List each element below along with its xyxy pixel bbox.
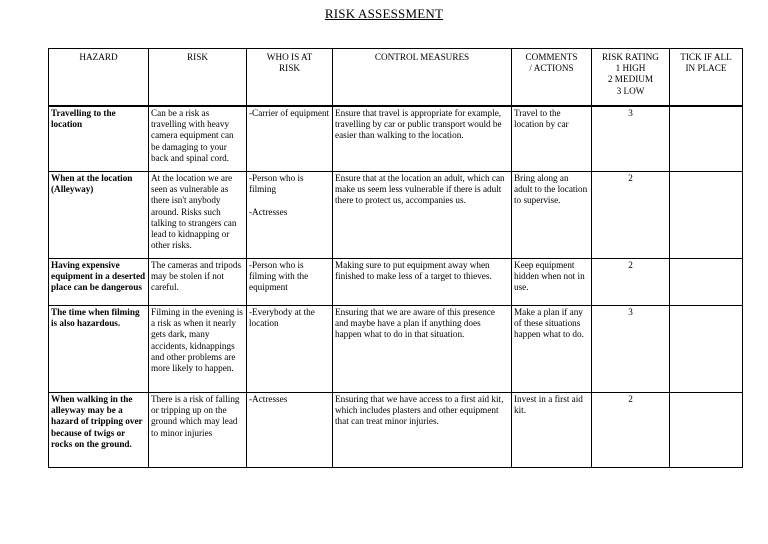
tick-cell bbox=[670, 259, 743, 306]
rating-cell: 3 bbox=[592, 306, 670, 393]
table-row bbox=[49, 172, 743, 259]
control-cell: Ensuring that we are aware of this presence and maybe have a plan if anything does happen what to do in that situation. bbox=[333, 306, 512, 393]
table-row bbox=[49, 393, 743, 468]
risk-cell: At the location we are seen as vulnerable as there isn't anybody around. Risks such talking to strangers can lead to kidnapping or other risks. bbox=[149, 172, 247, 259]
control-cell: Ensuring that we have access to a first aid kit, which includes plasters and other equipment that can treat minor injuries. bbox=[333, 393, 512, 468]
who-cell: -Person who is filming with the equipment bbox=[247, 259, 333, 306]
risk-cell: The cameras and tripods may be stolen if not careful. bbox=[149, 259, 247, 306]
who-cell: -Everybody at the location bbox=[247, 306, 333, 393]
hazard-cell: Travelling to the location bbox=[49, 106, 149, 172]
header-who-is-at-risk: WHO IS AT RISK bbox=[247, 49, 333, 107]
header-control-measures: CONTROL MEASURES bbox=[333, 49, 512, 107]
rating-cell: 2 bbox=[592, 172, 670, 259]
comments-cell: Travel to the location by car bbox=[512, 106, 592, 172]
control-cell: Ensure that travel is appropriate for example, travelling by car or public transport would be easier than walking to the location. bbox=[333, 106, 512, 172]
control-cell: Making sure to put equipment away when finished to make less of a target to thieves. bbox=[333, 259, 512, 306]
rating-cell: 2 bbox=[592, 393, 670, 468]
page-title: RISK ASSESSMENT bbox=[324, 6, 444, 21]
comments-cell: Invest in a first aid kit. bbox=[512, 393, 592, 468]
risk-cell: Filming in the evening is a risk as when it nearly gets dark, many accidents, kidnappings and other problems are more likely to happen. bbox=[149, 306, 247, 393]
tick-cell bbox=[670, 172, 743, 259]
header-comments-actions: COMMENTS / ACTIONS bbox=[512, 49, 592, 107]
risk-cell: Can be a risk as travelling with heavy camera equipment can be damaging to your back and spinal cord. bbox=[149, 106, 247, 172]
hazard-cell: The time when filming is also hazardous. bbox=[49, 306, 149, 393]
who-cell: -Person who is filming -Actresses bbox=[247, 172, 333, 259]
hazard-cell: When at the location (Alleyway) bbox=[49, 172, 149, 259]
table-row bbox=[49, 259, 743, 306]
comments-cell: Keep equipment hidden when not in use. bbox=[512, 259, 592, 306]
who-cell: -Actresses bbox=[247, 393, 333, 468]
rating-cell: 3 bbox=[592, 106, 670, 172]
comments-cell: Bring along an adult to the location to supervise. bbox=[512, 172, 592, 259]
who-cell: -Carrier of equipment bbox=[247, 106, 333, 172]
table-row bbox=[49, 106, 743, 172]
risk-cell: There is a risk of falling or tripping up on the ground which may lead to minor injuries bbox=[149, 393, 247, 468]
tick-cell bbox=[670, 106, 743, 172]
header-hazard: HAZARD bbox=[49, 49, 149, 107]
header-tick-if-all-in-place: TICK IF ALL IN PLACE bbox=[670, 49, 743, 107]
tick-cell bbox=[670, 393, 743, 468]
header-row bbox=[49, 49, 743, 107]
rating-cell: 2 bbox=[592, 259, 670, 306]
header-risk-rating: RISK RATING 1 HIGH 2 MEDIUM 3 LOW bbox=[592, 49, 670, 107]
comments-cell: Make a plan if any of these situations happen what to do. bbox=[512, 306, 592, 393]
hazard-cell: Having expensive equipment in a deserted place can be dangerous bbox=[49, 259, 149, 306]
table-row bbox=[49, 306, 743, 393]
control-cell: Ensure that at the location an adult, which can make us seem less vulnerable if there is adult there to protect us, accompanies us. bbox=[333, 172, 512, 259]
hazard-cell: When walking in the alleyway may be a hazard of tripping over because of twigs or rocks on the ground. bbox=[49, 393, 149, 468]
tick-cell bbox=[670, 306, 743, 393]
risk-assessment-table bbox=[48, 48, 743, 468]
header-risk: RISK bbox=[149, 49, 247, 107]
